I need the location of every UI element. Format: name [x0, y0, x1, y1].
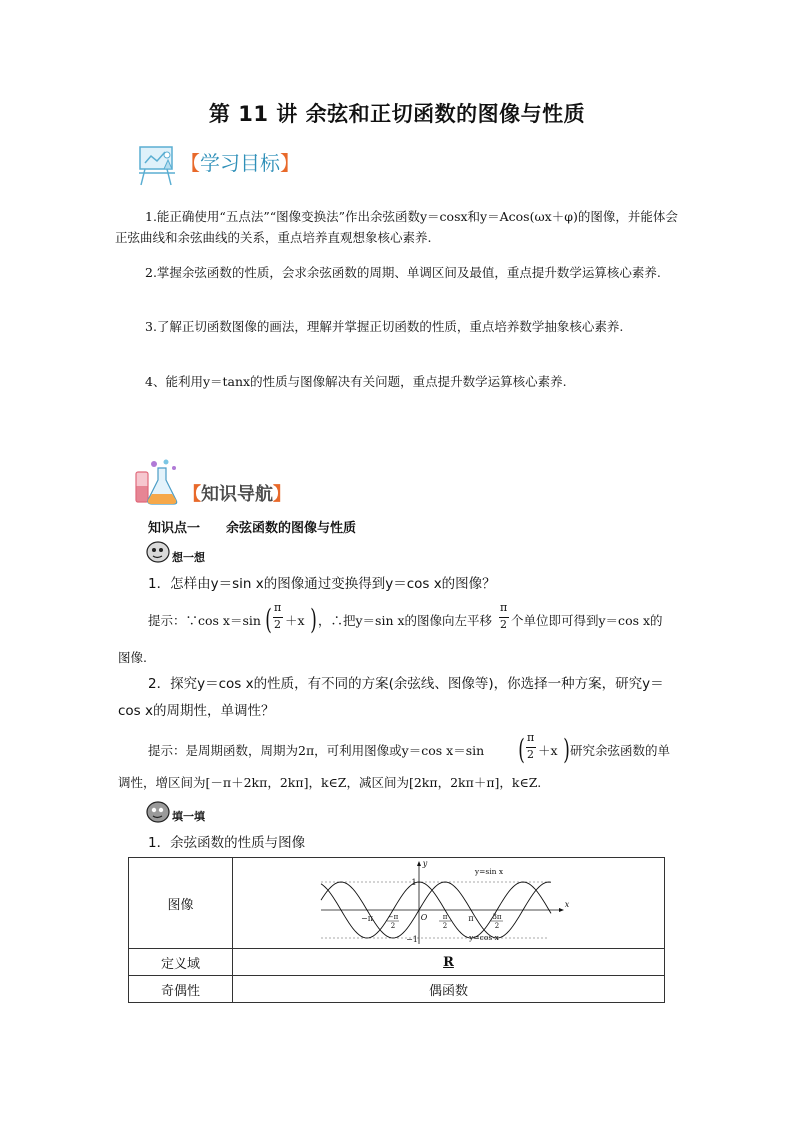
tick-three-pi-half-num: 3π [491, 913, 502, 921]
question-2-line-2: cos x的周期性，单调性？ [118, 703, 275, 719]
hint-2 [148, 733, 688, 769]
bracket-right: 】 [280, 151, 300, 175]
fraction2-num: π [500, 601, 508, 614]
table-row [129, 858, 665, 949]
table-row [129, 949, 665, 976]
question-1: 1．怎样由y＝sin x的图像通过变换得到y＝cos x的图像？ [148, 576, 496, 592]
cosine-properties-table [128, 857, 665, 1003]
goals-heading [180, 147, 300, 176]
table-cell-value [233, 949, 665, 976]
tick-label-neg-pi: −π [360, 914, 373, 923]
tick-neg-pi-half-num: −π [387, 913, 398, 921]
table-cell-value: 偶函数 [233, 976, 665, 1003]
hint-2-part-b: 研究余弦函数的单 [570, 743, 671, 758]
fill-face-icon [146, 801, 174, 827]
x-axis-arrow [559, 908, 564, 912]
paren-right: ) [310, 603, 317, 636]
hint-1-part-a: 提示：∵cos x＝sin [148, 613, 261, 628]
goal-item-4: 4、能利用y＝tanx的性质与图像解决有关问题，重点提升数学运算核心素养. [145, 374, 567, 389]
hint-1-part-c: 个单位即可得到y＝cos x的 [511, 613, 663, 628]
goal-item-2: 2.掌握余弦函数的性质，会求余弦函数的周期、单调区间及最值，重点提升数学运算核心素养. [145, 265, 661, 280]
paren2-left: ( [518, 733, 525, 766]
nav-bracket-right: 】 [273, 484, 291, 505]
x-axis-label: x [564, 900, 569, 909]
y-axis-label: y [422, 860, 427, 868]
plus-x: ＋x [285, 613, 305, 628]
fraction2-den: 2 [500, 618, 507, 631]
tick-label-one: 1 [410, 878, 417, 887]
fraction3-num: π [527, 731, 535, 744]
hint-2-part-a: 提示：是周期函数，周期为2π，可利用图像或y＝cos x＝sin [148, 743, 485, 758]
goals-heading-text: 学习目标 [200, 151, 280, 175]
knowledge-point-label: 知识点一 [148, 521, 201, 536]
domain-value: R [443, 954, 454, 970]
table-cell-label: 图像 [129, 858, 233, 949]
think-face-icon [146, 541, 174, 567]
sin-label: y=sin x [474, 867, 503, 876]
table-cell-label: 定义域 [129, 949, 233, 976]
bracket-left: 【 [180, 151, 200, 175]
nav-heading [183, 480, 291, 506]
tick-three-pi-half-den: 2 [494, 922, 499, 930]
origin-label: O [420, 913, 427, 922]
goal-item-3: 3.了解正切函数图像的画法，理解并掌握正切函数的性质，重点培养数学抽象核心素养. [145, 319, 624, 334]
tick-label-pi: π [467, 914, 474, 923]
hint-1-part-b: ，∴把y＝sin x的图像向左平移 [318, 613, 493, 628]
tick-pi-half-num: π [442, 913, 447, 921]
paren-left: ( [265, 603, 272, 636]
fill-title: 1．余弦函数的性质与图像 [148, 835, 306, 851]
think-label: 想一想 [172, 551, 205, 564]
sin-cos-graph [319, 860, 579, 946]
nav-heading-text: 知识导航 [201, 484, 273, 505]
table-cell-label: 奇偶性 [129, 976, 233, 1003]
knowledge-point-title: 余弦函数的图像与性质 [226, 521, 357, 536]
hint-1 [148, 603, 688, 637]
fraction-den: 2 [274, 618, 281, 631]
whiteboard-icon [135, 143, 181, 193]
tick-neg-pi-half-den: 2 [390, 922, 395, 930]
tick-pi-half-den: 2 [442, 922, 447, 930]
y-axis-arrow [417, 861, 421, 866]
graph-cell [233, 858, 665, 949]
table-row [129, 976, 665, 1003]
fraction3-den: 2 [527, 748, 534, 761]
flask-icon [130, 458, 182, 510]
fill-label: 填一填 [172, 810, 205, 823]
paren2-right: ) [563, 733, 570, 766]
goal-item-1: 1.能正确使用“五点法”“图像变换法”作出余弦函数y＝cosx和y＝Acos(ωx＋φ)的图像，并能体会正弦曲线和余弦曲线的关系，重点培养直观想象核心素养. [115, 209, 678, 245]
hint-1-cont: 图像. [118, 650, 147, 665]
tick-label-neg-one: −1 [405, 935, 418, 944]
cos-label: y=cos x [468, 933, 499, 942]
page-title: 第 11 讲 余弦和正切函数的图像与性质 [208, 102, 586, 126]
nav-bracket-left: 【 [183, 484, 201, 505]
fraction-num: π [274, 601, 282, 614]
plus-x-2: ＋x [538, 743, 558, 758]
question-2-line-1: 2．探究y＝cos x的性质，有不同的方案(余弦线、图像等)，你选择一种方案，研究y＝ [148, 676, 664, 692]
hint-2-cont: 调性，增区间为[－π＋2kπ，2kπ]，k∈Z，减区间为[2kπ，2kπ＋π]，k∈Z. [118, 775, 542, 790]
